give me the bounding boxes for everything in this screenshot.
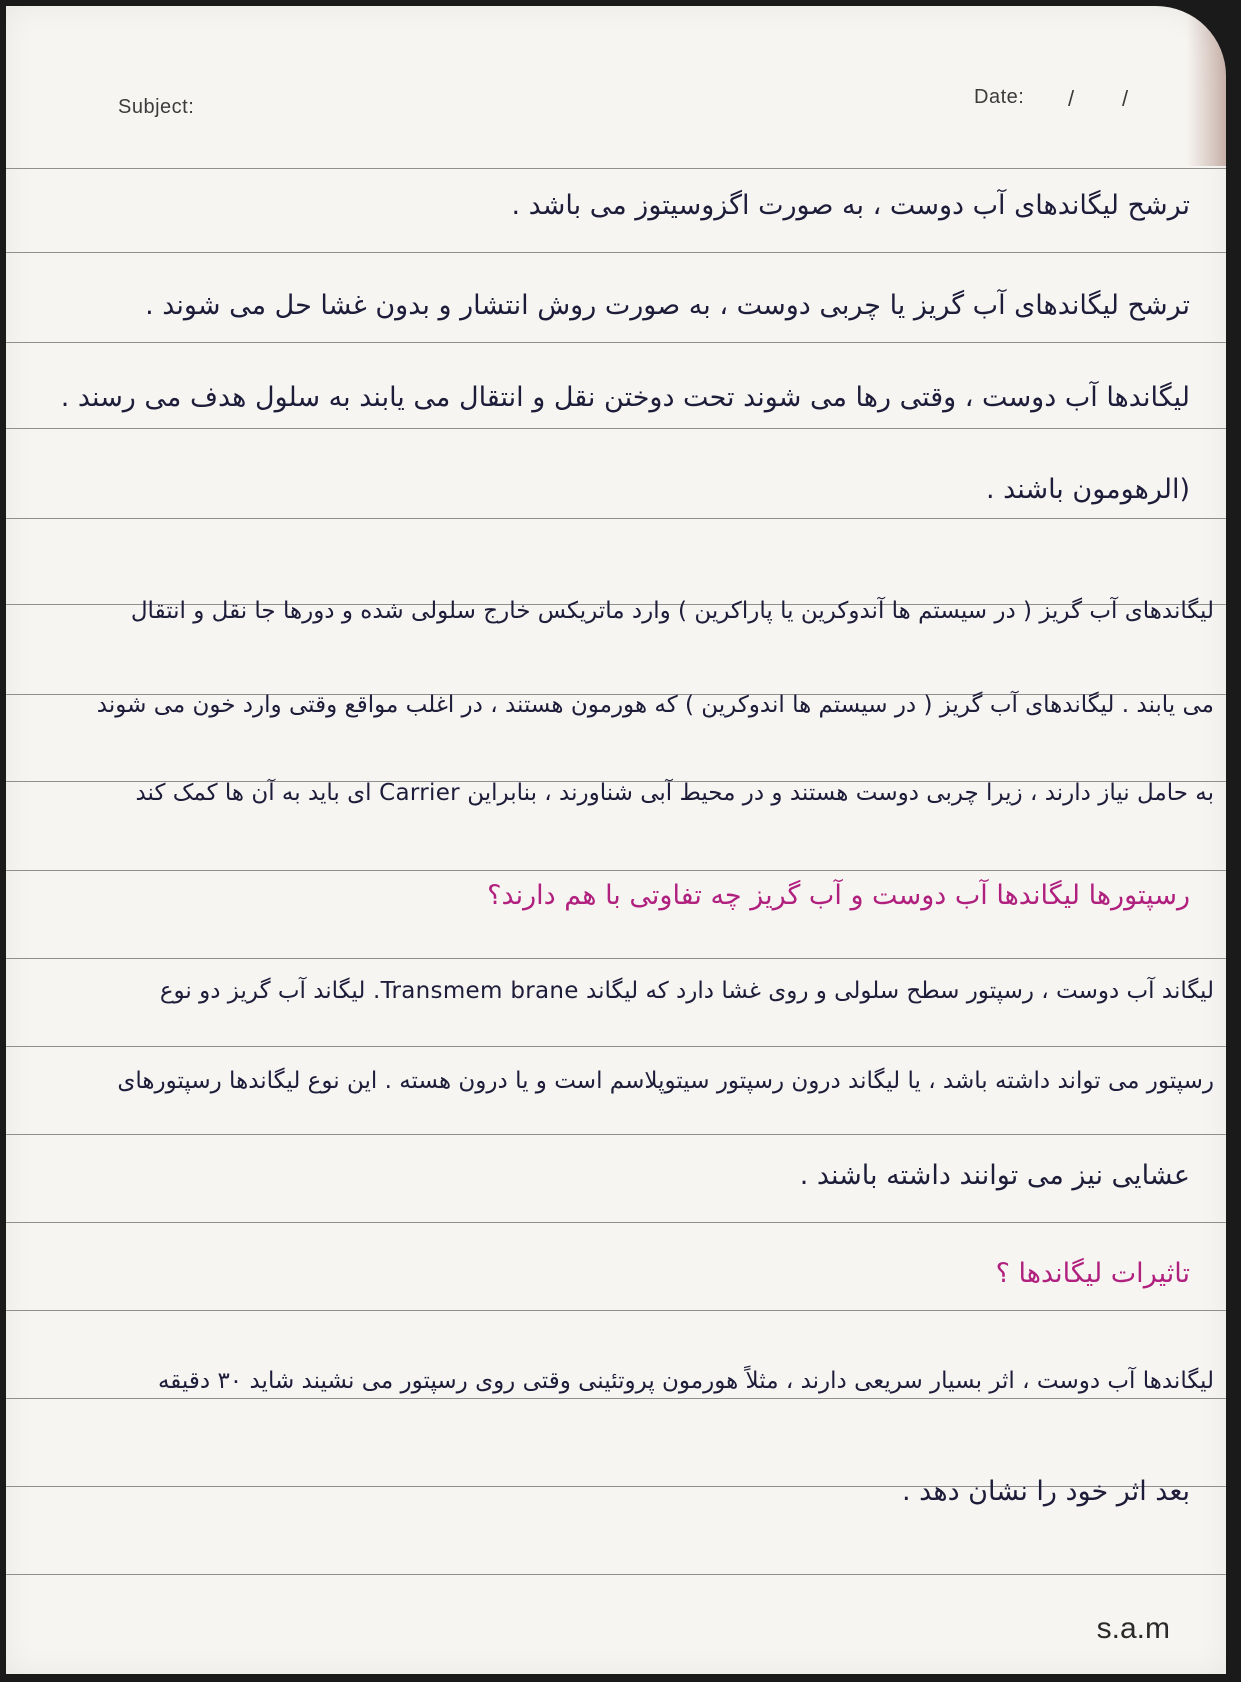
notebook-page bbox=[6, 6, 1226, 1674]
note-heading: تاثیرات لیگاندها ؟ bbox=[995, 1258, 1190, 1289]
subject-label: Subject: bbox=[118, 96, 195, 118]
ruled-line bbox=[6, 168, 1226, 169]
ruled-line bbox=[6, 518, 1226, 519]
note-line: بعد اثر خود را نشان دهد . bbox=[902, 1476, 1190, 1507]
page-corner-shadow bbox=[1186, 6, 1226, 166]
ruled-line bbox=[6, 252, 1226, 253]
note-line: عشایی نیز می توانند داشته باشند . bbox=[799, 1160, 1190, 1191]
date-separator: / bbox=[1122, 86, 1129, 111]
note-line: ترشح لیگاندهای آب گریز یا چربی دوست ، به صورت روش انتشار و بدون غشا حل می شوند . bbox=[145, 290, 1190, 321]
ruled-line bbox=[6, 1046, 1226, 1047]
signature: s.a.m bbox=[1096, 1612, 1170, 1645]
note-line: می یابند . لیگاندهای آب گریز ( در سیستم ها اندوکرین ) که هورمون هستند ، در اغلب مواقع وقتی وارد خون می شوند bbox=[96, 692, 1214, 718]
ruled-line bbox=[6, 1222, 1226, 1223]
note-line: رسپتور می تواند داشته باشد ، یا لیگاند درون رسپتور سیتوپلاسم است و یا درون هسته . این نوع لیگاندها رسپتورهای bbox=[117, 1068, 1214, 1094]
date-separator: / bbox=[1068, 86, 1075, 111]
ruled-line bbox=[6, 1398, 1226, 1399]
note-line: لیگاندها آب دوست ، وقتی رها می شوند تحت دوختن نقل و انتقال می یابند به سلول هدف می رسند . bbox=[60, 382, 1190, 413]
note-line: به حامل نیاز دارند ، زیرا چربی دوست هستند و در محیط آبی شناورند ، بنابراین Carrier ای باید به آن ها کمک کند bbox=[135, 780, 1214, 806]
note-line: لیگاندهای آب گریز ( در سیستم ها آندوکرین یا پاراکرین ) وارد ماتریکس خارج سلولی شده و دورها جا نقل و انتقال bbox=[130, 598, 1214, 624]
ruled-line bbox=[6, 1134, 1226, 1135]
note-heading-question: رسپتورها لیگاندها آب دوست و آب گریز چه تفاوتی با هم دارند؟ bbox=[487, 880, 1190, 911]
note-line: (الرهومون باشند . bbox=[985, 474, 1190, 505]
ruled-line bbox=[6, 958, 1226, 959]
ruled-line bbox=[6, 342, 1226, 343]
note-line: لیگاندها آب دوست ، اثر بسیار سریعی دارند ، مثلاً هورمون پروتئینی وقتی روی رسپتور می نشیند شاید ۳۰ دقیقه bbox=[157, 1368, 1214, 1394]
ruled-line bbox=[6, 1310, 1226, 1311]
date-label: Date: bbox=[974, 86, 1025, 108]
note-line: ترشح لیگاندهای آب دوست ، به صورت اگزوسیتوز می باشد . bbox=[511, 190, 1190, 221]
ruled-line bbox=[6, 1574, 1226, 1575]
ruled-line bbox=[6, 428, 1226, 429]
note-line: لیگاند آب دوست ، رسپتور سطح سلولی و روی غشا دارد که لیگاند Transmem brane. لیگاند آب گریز دو نوع bbox=[159, 978, 1214, 1004]
ruled-line bbox=[6, 870, 1226, 871]
